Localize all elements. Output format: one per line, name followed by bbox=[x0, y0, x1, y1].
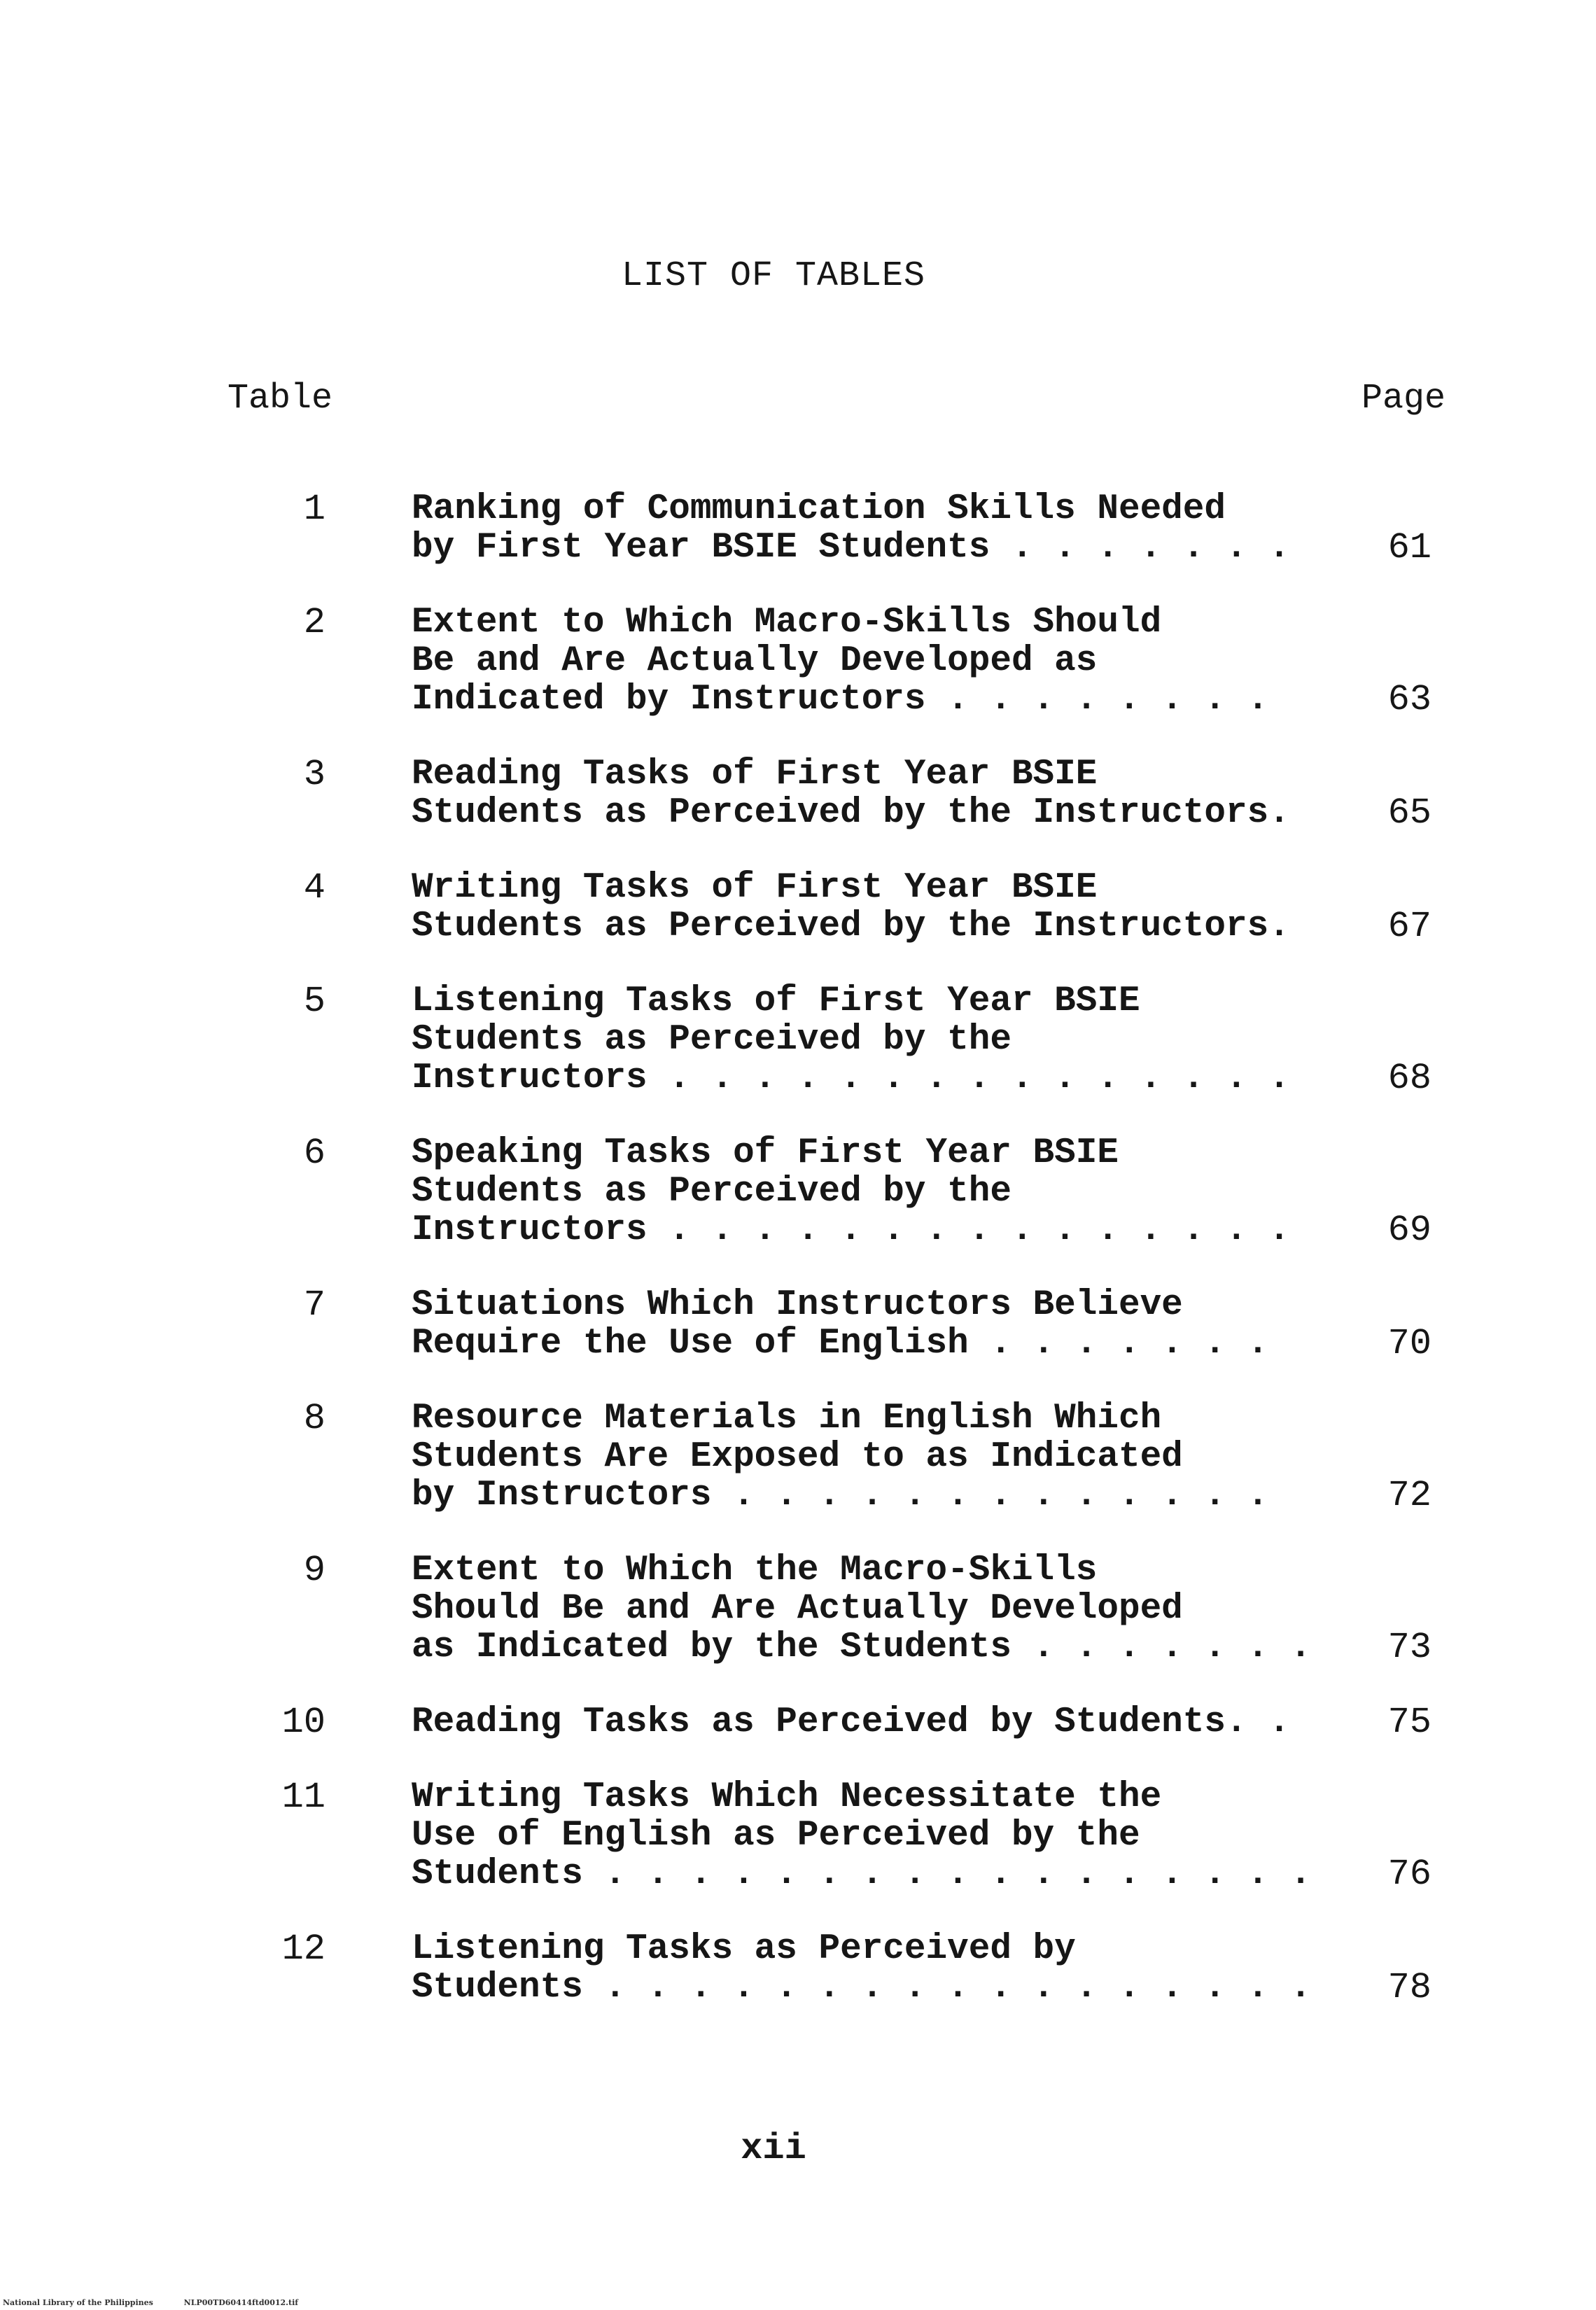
table-column-header: Table bbox=[227, 379, 333, 419]
page-number: xii bbox=[741, 2128, 806, 2169]
table-page: 70 bbox=[1387, 1323, 1432, 1364]
table-number: 8 bbox=[303, 1398, 326, 1439]
list-item bbox=[0, 1286, 1596, 1363]
list-item bbox=[0, 603, 1596, 719]
table-page: 67 bbox=[1387, 906, 1432, 947]
list-item bbox=[0, 1778, 1596, 1893]
file-name: NLP00TD60414ftd0012.tif bbox=[183, 2298, 298, 2307]
list-item bbox=[0, 755, 1596, 832]
list-item bbox=[0, 1399, 1596, 1515]
table-number: 12 bbox=[281, 1928, 326, 1970]
table-number: 10 bbox=[281, 1702, 326, 1743]
list-item bbox=[0, 982, 1596, 1098]
table-number: 3 bbox=[303, 754, 326, 795]
table-title: Reading Tasks of First Year BSIE Students as Perceived by the Instructors. bbox=[412, 755, 1290, 833]
table-number: 11 bbox=[281, 1777, 326, 1818]
table-title: Speaking Tasks of First Year BSIE Students as Perceived by the Instructors . . . . . . . . . . . . . . . bbox=[412, 1133, 1290, 1250]
table-number: 6 bbox=[303, 1133, 326, 1174]
table-page: 65 bbox=[1387, 792, 1432, 834]
list-item bbox=[0, 490, 1596, 567]
table-page: 75 bbox=[1387, 1702, 1432, 1743]
table-page: 61 bbox=[1387, 527, 1432, 568]
table-page: 72 bbox=[1387, 1475, 1432, 1516]
table-number: 7 bbox=[303, 1284, 326, 1326]
table-title: Listening Tasks of First Year BSIE Students as Perceived by the Instructors . . . . . . . . . . . . . . . bbox=[412, 981, 1290, 1098]
list-item bbox=[0, 1551, 1596, 1667]
table-title: Extent to Which Macro-Skills Should Be and Are Actually Developed as Indicated by Instructors . . . . . . . . bbox=[412, 603, 1269, 720]
table-page: 63 bbox=[1387, 679, 1432, 720]
table-title: Ranking of Communication Skills Needed by First Year BSIE Students . . . . . . . bbox=[412, 489, 1290, 568]
list-item bbox=[0, 1930, 1596, 2007]
table-title: Situations Which Instructors Believe Require the Use of English . . . . . . . bbox=[412, 1285, 1269, 1364]
list-item bbox=[0, 1134, 1596, 1250]
table-title: Writing Tasks of First Year BSIE Students as Perceived by the Instructors. bbox=[412, 868, 1290, 946]
table-number: 1 bbox=[303, 489, 326, 530]
table-title: Reading Tasks as Perceived by Students. . bbox=[412, 1702, 1290, 1742]
table-page: 73 bbox=[1387, 1627, 1432, 1668]
library-credit: National Library of the Philippines bbox=[3, 2298, 153, 2307]
table-number: 5 bbox=[303, 981, 326, 1022]
table-title: Writing Tasks Which Necessitate the Use of English as Perceived by the Students . . . . . . . . . . . . . . . . . bbox=[412, 1777, 1312, 1894]
table-title: Resource Materials in English Which Students Are Exposed to as Indicated by Instructors . . . . . . . . . . . . . bbox=[412, 1399, 1269, 1516]
list-item bbox=[0, 869, 1596, 946]
page-title: LIST OF TABLES bbox=[621, 256, 926, 296]
list-item bbox=[0, 1703, 1596, 1742]
table-title: Listening Tasks as Perceived by Students . . . . . . . . . . . . . . . . . bbox=[412, 1929, 1312, 2008]
table-page: 68 bbox=[1387, 1058, 1432, 1099]
page-column-header: Page bbox=[1361, 379, 1446, 419]
table-number: 2 bbox=[303, 602, 326, 643]
table-number: 9 bbox=[303, 1550, 326, 1591]
table-page: 76 bbox=[1387, 1854, 1432, 1895]
table-page: 78 bbox=[1387, 1967, 1432, 2008]
table-list bbox=[0, 490, 1596, 2043]
table-number: 4 bbox=[303, 867, 326, 909]
table-title: Extent to Which the Macro-Skills Should Be and Are Actually Developed as Indicated by the Students . . . . . . . bbox=[412, 1550, 1312, 1667]
scan-footer bbox=[3, 2298, 326, 2307]
table-page: 69 bbox=[1387, 1210, 1432, 1251]
